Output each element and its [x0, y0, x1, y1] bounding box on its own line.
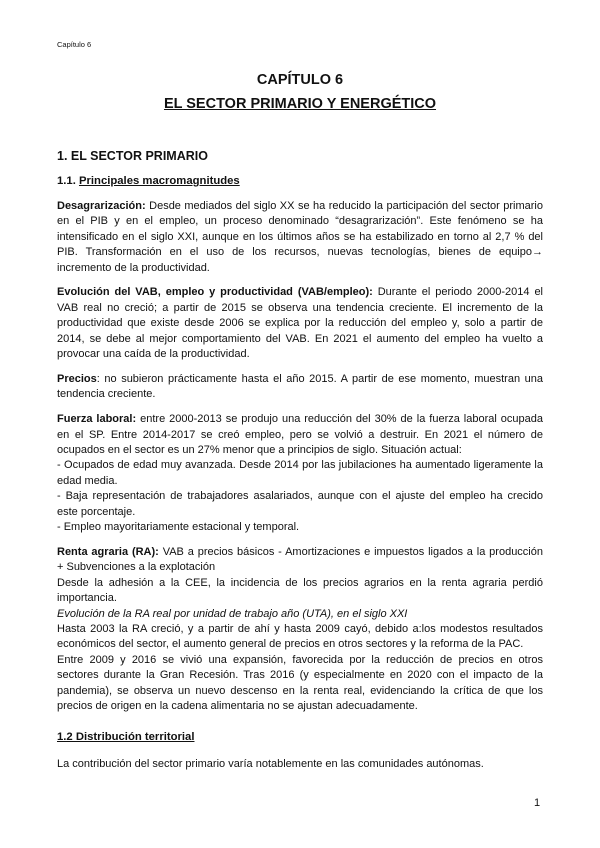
line-text: - Baja representación de trabajadores asalariados, aunque con el ajuste del empleo ha crecido: [57, 490, 543, 503]
paragraph: [57, 285, 543, 362]
line-text: Desde mediados del siglo XX se ha reducido la participación del sector primario: [145, 200, 543, 212]
text-line: [57, 199, 543, 214]
line-text: 2014, se debe al mejor comportamiento del VAB. En 2021 el aumento del empleo ha vuelto a: [57, 332, 543, 345]
line-text: en el SP. Entre 2014-2017 se creó empleo, pero se volvió a destruir. En 2021 el número de: [57, 428, 543, 441]
text-line: [57, 316, 543, 331]
line-text: PIB. Transformación en el uso de los recursos, nuevas tecnologías, bienes de equipo→: [57, 246, 543, 259]
text-line: [57, 443, 543, 458]
text-line: [57, 576, 543, 591]
bold-lead: Precios: [57, 372, 97, 385]
text-line: [57, 387, 543, 402]
text-line: [57, 412, 543, 427]
line-text: Durante el periodo 2000-2014 el: [372, 286, 543, 299]
paragraph: [57, 372, 543, 403]
text-line: [57, 668, 543, 683]
section-heading-1-2: 1.2 Distribución territorial: [57, 731, 195, 743]
chapter-title: [0, 96, 600, 112]
line-text: - Empleo mayoritariamente estacional y temporal.: [57, 521, 300, 534]
running-header: Capítulo 6: [57, 40, 92, 49]
bold-lead: Fuerza laboral:: [57, 413, 137, 426]
line-text: este porcentaje.: [57, 505, 136, 518]
line-text: precios de origen en la cadena alimentaria no se ajustan adecuadamente.: [57, 699, 418, 712]
text-line: [57, 230, 543, 245]
paragraph: [57, 199, 543, 276]
paragraph: [57, 412, 543, 535]
line-text: VAB real no creció; a partir de 2015 se observa una tendencia creciente. El incremento de la: [57, 301, 543, 314]
line-text: pandemia), se observa un nuevo descenso en la renta real, evidenciando la crítica de que los: [57, 684, 543, 697]
text-line: [57, 245, 543, 260]
text-line: [57, 607, 543, 622]
bold-lead: Desagrarización:: [57, 200, 146, 212]
section-number: 1.1.: [57, 175, 76, 187]
text-line: [57, 474, 543, 489]
text-line: [57, 520, 543, 535]
text-line: [57, 372, 543, 387]
chapter-title-text: EL SECTOR PRIMARIO Y ENERGÉTICO: [163, 96, 437, 112]
section-1-2-paragraph: La contribución del sector primario varía notablemente en las comunidades autónomas.: [57, 758, 484, 770]
text-line: [57, 332, 543, 347]
text-line: [57, 489, 543, 504]
line-text: en el PIB y en el empleo, un proceso denominado “desagrarización”. Este fenómeno se ha: [57, 215, 543, 228]
line-text: : no subieron prácticamente hasta el año 2015. A partir de ese momento, muestran una: [96, 372, 543, 385]
text-line: [57, 214, 543, 229]
line-text: edad media.: [57, 474, 118, 487]
text-line: [57, 301, 543, 316]
text-line: [57, 560, 543, 575]
page-number: 1: [534, 797, 541, 809]
paragraph: [57, 545, 543, 714]
line-text: productividad que existe desde 2006 se explica por la reducción del empleo y, solo a partir de: [57, 317, 543, 330]
text-line: [57, 428, 543, 443]
text-line: [57, 684, 543, 699]
line-text: Hasta 2003 la RA creció, y a partir de ahí y hasta 2009 cayó, debido a:los modestos resultados: [57, 622, 543, 635]
text-line: [57, 261, 543, 276]
line-text: - Ocupados de edad muy avanzada. Desde 2014 por las jubilaciones ha aumentado ligeramente la: [57, 459, 543, 472]
line-text: económicos del sector, el aumento general de precios en otros sectores y la reforma de la PAC.: [57, 638, 524, 651]
line-text: + Subvenciones a la explotación: [57, 561, 216, 574]
bold-lead: Evolución del VAB, empleo y productividad (VAB/empleo):: [57, 286, 373, 299]
chapter-label: CAPÍTULO 6: [256, 72, 344, 88]
body-text: [57, 199, 543, 724]
bold-lead: Renta agraria (RA):: [57, 545, 159, 558]
text-line: [57, 699, 543, 714]
text-line: [57, 458, 543, 473]
line-text: incremento de la productividad.: [57, 261, 210, 274]
line-text: provocar una caída de la productividad.: [57, 348, 250, 361]
text-line: [57, 622, 543, 637]
section-heading-1: 1. EL SECTOR PRIMARIO: [57, 149, 208, 163]
text-line: [57, 545, 543, 560]
line-text: Entre 2009 y 2016 se vivió una expansión, favorecida por la reducción de precios en otros: [57, 653, 543, 666]
line-text: ocupados en el sector es un 27% menor que a principios de siglo. Situación actual:: [57, 444, 462, 457]
line-text: Desde la adhesión a la CEE, la incidencia de los precios agrarios en la renta agraria perdió: [57, 576, 543, 589]
line-text: intensificado en el siglo XXI, aunque en los últimos años se ha estabilizado en torno al 2,7 % del: [57, 230, 543, 243]
line-text: sectores durante la Gran Recesión. Tras 2016 (y especialmente en 2020 con el impacto de la: [57, 669, 543, 682]
section-title: Principales macromagnitudes: [78, 175, 240, 187]
italic-text: Evolución de la RA real por unidad de trabajo año (UTA), en el siglo XXI: [57, 607, 408, 620]
line-text: VAB a precios básicos - Amortizaciones e impuestos ligados a la producción: [158, 545, 543, 558]
text-line: [57, 653, 543, 668]
line-text: tendencia creciente.: [57, 388, 156, 401]
line-text: importancia.: [57, 592, 117, 605]
section-heading-1-1: [57, 175, 240, 187]
text-line: [57, 637, 543, 652]
line-text: entre 2000-2013 se produjo una reducción del 30% de la fuerza laboral ocupada: [136, 413, 543, 426]
text-line: [57, 347, 543, 362]
text-line: [57, 505, 543, 520]
text-line: [57, 591, 543, 606]
text-line: [57, 285, 543, 300]
